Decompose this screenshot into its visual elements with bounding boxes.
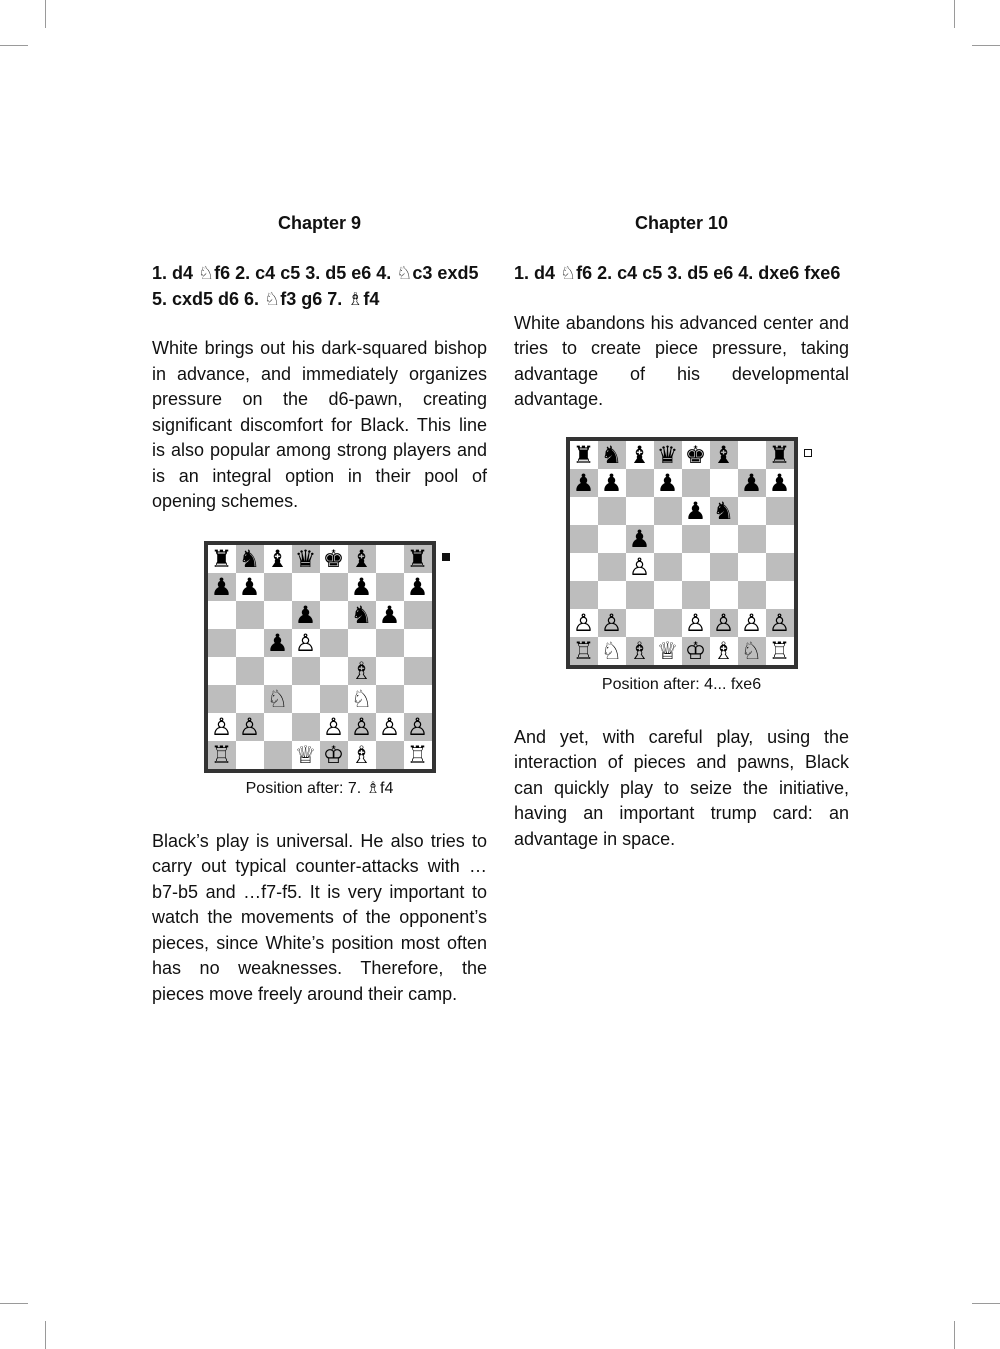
board-square xyxy=(738,525,766,553)
board-square: ♛ xyxy=(654,441,682,469)
board-square: ♟ xyxy=(654,469,682,497)
board-square xyxy=(376,629,404,657)
board-square xyxy=(598,525,626,553)
board-square: ♟ xyxy=(348,573,376,601)
board-square xyxy=(598,553,626,581)
board-square xyxy=(710,469,738,497)
board-square xyxy=(766,553,794,581)
board-square: ♟ xyxy=(766,469,794,497)
board-square: ♝ xyxy=(264,545,292,573)
chess-board xyxy=(204,541,436,773)
board-square: ♟ xyxy=(598,469,626,497)
board-square: ♙ xyxy=(292,629,320,657)
board-square xyxy=(208,685,236,713)
board-square xyxy=(654,497,682,525)
board-square xyxy=(404,685,432,713)
board-square xyxy=(766,581,794,609)
board-square xyxy=(654,525,682,553)
board-square: ♔ xyxy=(320,741,348,769)
board-square xyxy=(376,741,404,769)
board-square xyxy=(264,601,292,629)
board-square: ♙ xyxy=(598,609,626,637)
board-square xyxy=(654,581,682,609)
board-square xyxy=(320,573,348,601)
board-square: ♟ xyxy=(236,573,264,601)
board-square xyxy=(766,497,794,525)
board-square: ♙ xyxy=(376,713,404,741)
board-square: ♚ xyxy=(320,545,348,573)
board-square xyxy=(598,581,626,609)
chess-board xyxy=(566,437,798,669)
board-square xyxy=(208,629,236,657)
board-square xyxy=(766,525,794,553)
board-square: ♖ xyxy=(208,741,236,769)
board-square xyxy=(264,713,292,741)
board-square: ♟ xyxy=(264,629,292,657)
board-square xyxy=(570,525,598,553)
board-square xyxy=(682,525,710,553)
board-square: ♚ xyxy=(682,441,710,469)
board-square xyxy=(264,657,292,685)
move-sequence: 1. d4 ♘f6 2. c4 c5 3. d5 e6 4. dxe6 fxe6 xyxy=(514,263,841,283)
board-square: ♗ xyxy=(348,741,376,769)
board-square xyxy=(320,657,348,685)
paragraph: White abandons his advanced center and tries to create piece pressure, taking advantage of his developmental advantage. xyxy=(514,312,849,409)
crop-mark xyxy=(0,45,28,46)
board-square xyxy=(236,601,264,629)
board-square xyxy=(738,581,766,609)
board-wrapper xyxy=(204,541,436,773)
chess-diagram xyxy=(204,541,436,799)
board-square xyxy=(376,685,404,713)
board-square xyxy=(710,581,738,609)
board-square: ♜ xyxy=(208,545,236,573)
board-square xyxy=(264,573,292,601)
board-square: ♗ xyxy=(710,637,738,665)
board-wrapper xyxy=(566,437,798,669)
board-square xyxy=(236,685,264,713)
board-square: ♟ xyxy=(570,469,598,497)
board-square: ♜ xyxy=(766,441,794,469)
board-square xyxy=(626,497,654,525)
board-square: ♟ xyxy=(738,469,766,497)
board-square: ♙ xyxy=(320,713,348,741)
board-square: ♝ xyxy=(348,545,376,573)
board-square xyxy=(682,553,710,581)
board-square xyxy=(654,553,682,581)
board-square xyxy=(404,601,432,629)
board-square xyxy=(292,713,320,741)
board-square: ♖ xyxy=(766,637,794,665)
board-square: ♞ xyxy=(598,441,626,469)
board-square xyxy=(682,581,710,609)
board-square xyxy=(654,609,682,637)
diagram-caption: Position after: 4... fxe6 xyxy=(601,675,762,693)
board-square xyxy=(376,545,404,573)
board-square xyxy=(208,601,236,629)
board-square xyxy=(292,573,320,601)
crop-mark xyxy=(45,1321,46,1349)
board-square xyxy=(404,629,432,657)
right-column xyxy=(514,211,849,852)
board-square xyxy=(292,657,320,685)
board-square: ♞ xyxy=(236,545,264,573)
paragraph: And yet, with careful play, using the interaction of pieces and pawns, Black can quickly play to seize the initiative, having an important trump card: an advantage in space. xyxy=(514,726,849,849)
board-square: ♘ xyxy=(738,637,766,665)
board-square: ♙ xyxy=(626,553,654,581)
board-square: ♙ xyxy=(738,609,766,637)
crop-mark xyxy=(972,45,1000,46)
board-square xyxy=(738,441,766,469)
chapter-title: Chapter 9 xyxy=(277,213,362,233)
diagram-caption: Position after: 7. ♗f4 xyxy=(245,779,394,797)
board-square: ♕ xyxy=(654,637,682,665)
crop-mark xyxy=(954,1321,955,1349)
board-square: ♜ xyxy=(404,545,432,573)
board-square: ♝ xyxy=(710,441,738,469)
board-square: ♙ xyxy=(570,609,598,637)
board-square xyxy=(236,629,264,657)
board-square: ♙ xyxy=(208,713,236,741)
crop-mark xyxy=(0,1303,28,1304)
side-to-move-indicator xyxy=(442,553,450,561)
board-square xyxy=(626,469,654,497)
board-square xyxy=(626,609,654,637)
board-square xyxy=(376,573,404,601)
board-square: ♘ xyxy=(264,685,292,713)
board-square xyxy=(264,741,292,769)
board-square xyxy=(738,553,766,581)
board-square: ♖ xyxy=(404,741,432,769)
board-square xyxy=(292,685,320,713)
board-square: ♜ xyxy=(570,441,598,469)
board-square: ♛ xyxy=(292,545,320,573)
chapter-title: Chapter 10 xyxy=(634,213,729,233)
board-square: ♙ xyxy=(766,609,794,637)
board-square: ♟ xyxy=(404,573,432,601)
board-square xyxy=(376,657,404,685)
board-square xyxy=(570,553,598,581)
board-square xyxy=(570,581,598,609)
board-square: ♗ xyxy=(626,637,654,665)
board-square: ♙ xyxy=(682,609,710,637)
board-square xyxy=(320,685,348,713)
board-square: ♝ xyxy=(626,441,654,469)
board-square: ♞ xyxy=(348,601,376,629)
board-square xyxy=(320,601,348,629)
board-square: ♔ xyxy=(682,637,710,665)
board-square xyxy=(570,497,598,525)
board-square: ♘ xyxy=(348,685,376,713)
left-column xyxy=(152,211,487,1007)
board-square xyxy=(710,525,738,553)
board-square: ♘ xyxy=(598,637,626,665)
board-square xyxy=(404,657,432,685)
board-square: ♙ xyxy=(236,713,264,741)
crop-mark xyxy=(45,0,46,28)
board-square xyxy=(626,581,654,609)
board-square: ♟ xyxy=(626,525,654,553)
move-sequence: 1. d4 ♘f6 2. c4 c5 3. d5 e6 4. ♘c3 exd5 5. cxd5 d6 6. ♘f3 g6 7. ♗f4 xyxy=(152,263,479,309)
board-square xyxy=(682,469,710,497)
board-square: ♗ xyxy=(348,657,376,685)
board-square xyxy=(320,629,348,657)
board-square: ♙ xyxy=(710,609,738,637)
board-square xyxy=(208,657,236,685)
board-square: ♙ xyxy=(404,713,432,741)
board-square xyxy=(710,553,738,581)
chess-diagram xyxy=(566,437,798,695)
board-square: ♟ xyxy=(682,497,710,525)
paragraph: White brings out his dark-squared bishop in advance, and immediately organizes pressure on the d6-pawn, creating significant discomfort for Black. This line is also popular among strong players and is an integral option in their pool of opening schemes. xyxy=(152,338,487,511)
board-square: ♟ xyxy=(292,601,320,629)
paragraph: Black’s play is universal. He also tries to carry out typical counter-attacks with …b7-b5 and …f7-f5. It is very important to watch the movements of the opponent’s pieces, since White’s position most often has no weaknesses. Therefore, the pieces move freely around their camp. xyxy=(152,830,487,1004)
board-square xyxy=(236,657,264,685)
board-square xyxy=(598,497,626,525)
board-square xyxy=(236,741,264,769)
board-square: ♞ xyxy=(710,497,738,525)
board-square: ♟ xyxy=(376,601,404,629)
board-square: ♟ xyxy=(208,573,236,601)
board-square xyxy=(738,497,766,525)
crop-mark xyxy=(954,0,955,28)
board-square xyxy=(348,629,376,657)
side-to-move-indicator xyxy=(804,449,812,457)
crop-mark xyxy=(972,1303,1000,1304)
board-square: ♕ xyxy=(292,741,320,769)
board-square: ♙ xyxy=(348,713,376,741)
board-square: ♖ xyxy=(570,637,598,665)
